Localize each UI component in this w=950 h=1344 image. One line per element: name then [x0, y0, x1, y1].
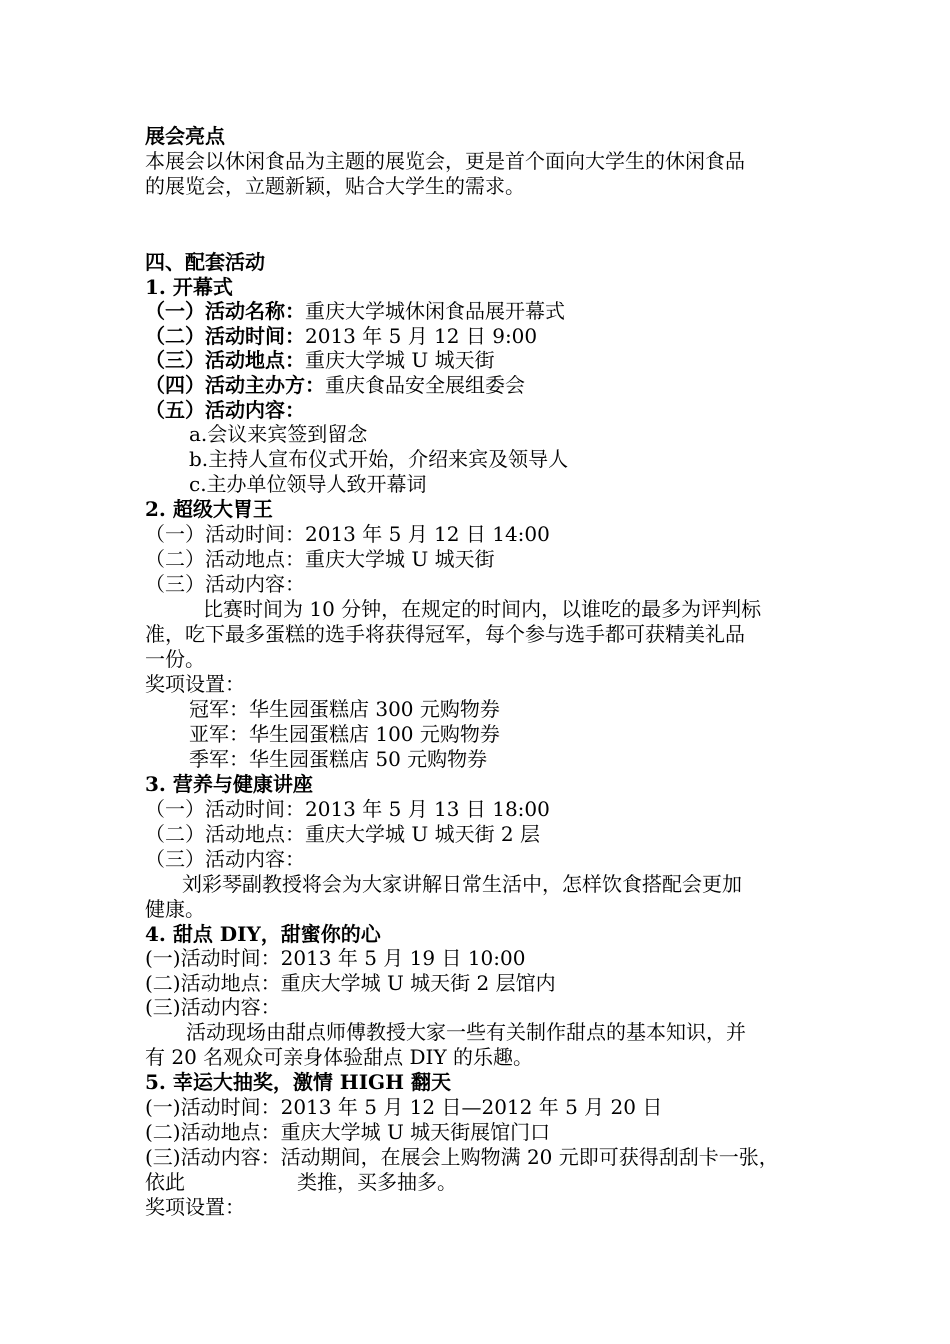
act2-prize: 季军：华生园蛋糕店 50 元购物券 — [189, 747, 488, 771]
act4-time: (一)活动时间：2013 年 5 月 19 日 10:00 — [145, 946, 526, 970]
act3-place: （二）活动地点：重庆大学城 U 城天街 2 层 — [145, 822, 541, 846]
act1-place — [145, 348, 820, 373]
act1-time-value: 2013 年 5 月 12 日 9:00 — [305, 324, 538, 348]
act5-content-2a: 依此 — [145, 1170, 185, 1194]
act3-content-label: （三）活动内容： — [145, 847, 305, 871]
act2-prize-label: 奖项设置： — [145, 672, 245, 696]
act1-content-label: （五）活动内容： — [145, 398, 305, 422]
section-4-title: 四、配套活动 — [145, 250, 265, 274]
act1-place-label: （三）活动地点： — [145, 348, 305, 372]
act1-host-label: （四）活动主办方： — [145, 373, 325, 397]
act5-title: 5. 幸运大抽奖，激情 HIGH 翻天 — [145, 1070, 451, 1094]
highlight-line-2: 的展览会，立题新颖，贴合大学生的需求。 — [145, 174, 525, 198]
act5-content-continued — [145, 1170, 820, 1195]
act5-time: (一)活动时间：2013 年 5 月 12 日—2012 年 5 月 20 日 — [145, 1095, 663, 1119]
act2-title: 2. 超级大胃王 — [145, 497, 273, 521]
act3-desc-1: 刘彩琴副教授将会为大家讲解日常生活中，怎样饮食搭配会更加 — [182, 872, 742, 896]
act1-time — [145, 324, 820, 349]
act2-desc-3: 一份。 — [145, 647, 205, 671]
act1-host — [145, 373, 820, 398]
act2-content-label: （三）活动内容： — [145, 572, 305, 596]
act3-desc-2: 健康。 — [145, 897, 205, 921]
act2-desc-1: 比赛时间为 10 分钟，在规定的时间内，以谁吃的最多为评判标 — [203, 597, 762, 621]
act2-desc-2: 准，吃下最多蛋糕的选手将获得冠军，每个参与选手都可获精美礼品 — [145, 622, 745, 646]
act1-time-label: （二）活动时间： — [145, 324, 305, 348]
act3-title: 3. 营养与健康讲座 — [145, 772, 313, 796]
act1-host-value: 重庆食品安全展组委会 — [325, 373, 525, 397]
act1-place-value: 重庆大学城 U 城天街 — [305, 348, 495, 372]
act4-desc-1: 活动现场由甜点师傅教授大家一些有关制作甜点的基本知识，并 — [186, 1020, 746, 1044]
act1-name — [145, 299, 820, 324]
act1-item: a.会议来宾签到留念 — [189, 422, 368, 446]
act1-title: 1. 开幕式 — [145, 275, 233, 299]
act3-time: （一）活动时间：2013 年 5 月 13 日 18:00 — [145, 797, 550, 821]
act4-title: 4. 甜点 DIY，甜蜜你的心 — [145, 922, 381, 946]
act1-item: c.主办单位领导人致开幕词 — [189, 472, 427, 496]
act2-place: （二）活动地点：重庆大学城 U 城天街 — [145, 547, 495, 571]
act2-prize: 亚军：华生园蛋糕店 100 元购物券 — [189, 722, 500, 746]
act5-content-2b: 类推，买多抽多。 — [297, 1170, 457, 1194]
act4-content-label: (三)活动内容： — [145, 995, 281, 1019]
act2-prize: 冠军：华生园蛋糕店 300 元购物券 — [189, 697, 500, 721]
act4-desc-2: 有 20 名观众可亲身体验甜点 DIY 的乐趣。 — [145, 1045, 534, 1069]
act5-place: (二)活动地点：重庆大学城 U 城天街展馆门口 — [145, 1120, 551, 1144]
act5-content: (三)活动内容：活动期间，在展会上购物满 20 元即可获得刮刮卡一张， — [145, 1145, 779, 1169]
act1-name-value: 重庆大学城休闲食品展开幕式 — [305, 299, 565, 323]
highlight-title: 展会亮点 — [145, 124, 225, 148]
act1-item: b.主持人宣布仪式开始，介绍来宾及领导人 — [189, 447, 569, 471]
act4-place: (二)活动地点：重庆大学城 U 城天街 2 层馆内 — [145, 971, 556, 995]
act1-name-label: （一）活动名称： — [145, 299, 305, 323]
act5-prize-label: 奖项设置： — [145, 1195, 245, 1219]
act2-time: （一）活动时间：2013 年 5 月 12 日 14:00 — [145, 522, 550, 546]
highlight-line-1: 本展会以休闲食品为主题的展览会，更是首个面向大学生的休闲食品 — [145, 149, 745, 173]
